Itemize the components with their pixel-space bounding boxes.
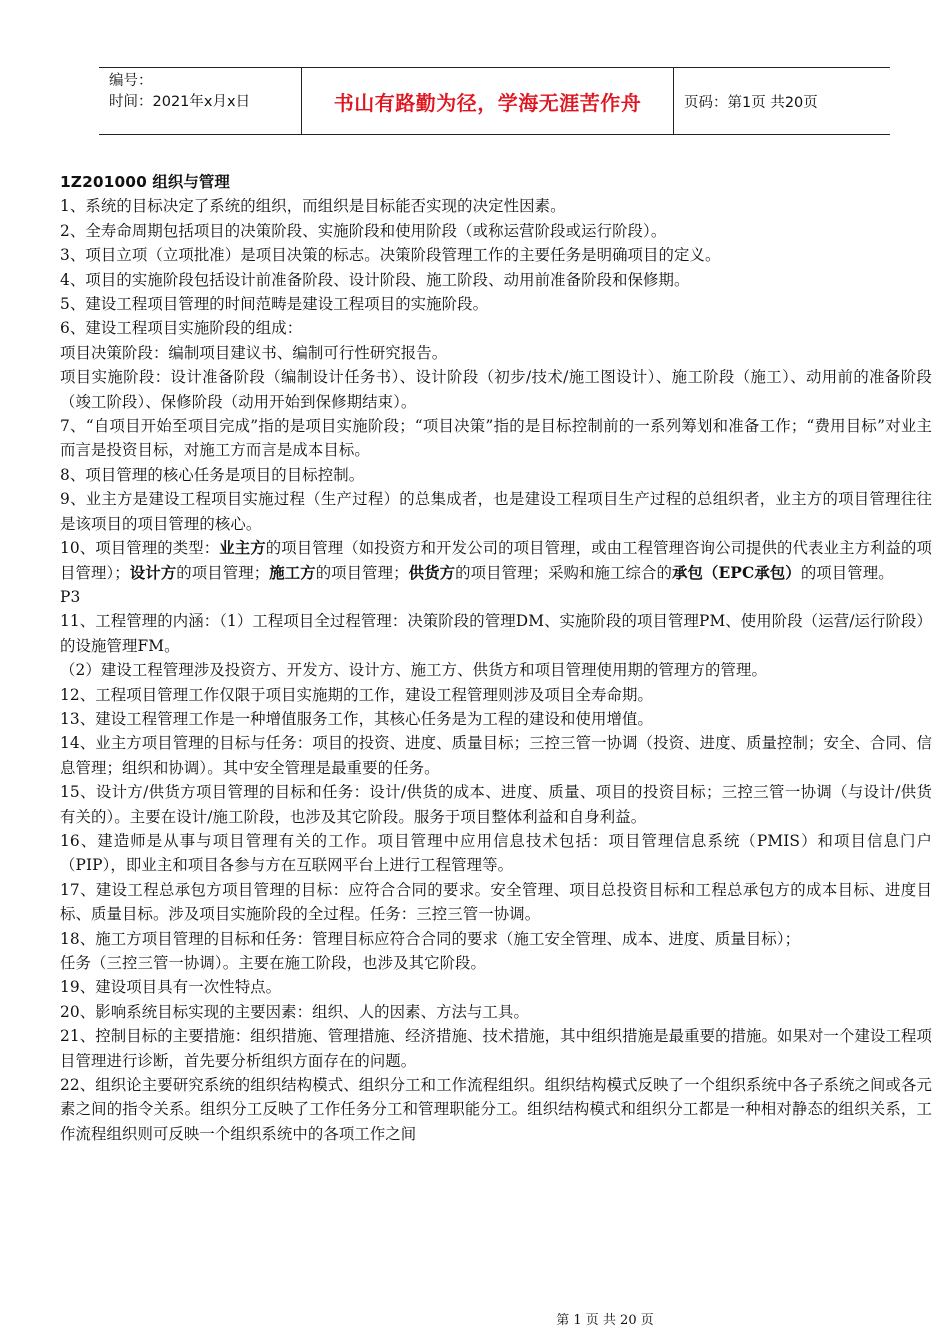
paragraph: 21、控制目标的主要措施：组织措施、管理措施、经济措施、技术措施，其中组织措施是最重要的措施。如果对一个建设工程项目管理进行诊断，首先要分析组织方面存在的问题。: [60, 1027, 932, 1070]
paragraph: 5、建设工程项目管理的时间范畴是建设工程项目的实施阶段。: [60, 295, 489, 314]
text-run: 的项目管理。: [800, 563, 894, 582]
paragraph: 任务（三控三管一协调）。主要在施工阶段，也涉及其它阶段。: [60, 954, 487, 972]
paragraph: 20、影响系统目标实现的主要因素：组织、人的因素、方法与工具。: [60, 1002, 530, 1021]
number-label: 编号：: [109, 73, 153, 89]
paragraph: 9、业主方是建设工程项目实施过程（生产过程）的总集成者，也是建设工程项目生产过程的总组织者，业主方的项目管理往往是该项目的项目管理的核心。: [60, 490, 932, 533]
paragraph-project-types: [60, 536, 932, 585]
text-run: 的项目管理（如投资方和开发公司的项目管理，或由工程管理咨询公司提供的代表业主方利益的项目管理）；: [60, 539, 932, 582]
page-label: 页码：第1页 共20页: [684, 94, 818, 111]
paragraph: 11、工程管理的内涵：（1）工程项目全过程管理：决策阶段的管理DM、实施阶段的项目管理PM、使用阶段（运营/运行阶段）的设施管理FM。: [60, 612, 932, 655]
paragraph: 7、“自项目开始至项目完成”指的是项目实施阶段；“项目决策”指的是目标控制前的一系列筹划和准备工作；“费用目标”对业主而言是投资目标，对施工方而言是成本目标。: [60, 417, 932, 460]
paragraph: 6、建设工程项目实施阶段的组成：: [60, 319, 303, 338]
section-title: 1Z201000 组织与管理: [60, 173, 230, 191]
paragraph: 项目决策阶段：编制项目建议书、编制可行性研究报告。: [60, 343, 448, 362]
paragraph: 17、建设工程总承包方项目管理的目标：应符合合同的要求。安全管理、项目总投资目标和工程总承包方的成本目标、进度目标、质量目标。涉及项目实施阶段的全过程。任务：三控三管一协调。: [60, 880, 932, 924]
paragraph: 1、系统的目标决定了系统的组织，而组织是目标能否实现的决定性因素。: [60, 197, 566, 216]
header-meta: [99, 68, 302, 134]
paragraph: 15、设计方/供货方项目管理的目标和任务：设计/供货的成本、进度、质量、项目的投资目标；三控三管一协调（与设计/供货有关的）。主要在设计/施工阶段，也涉及其它阶段。服务于项目整体利益和自身利益。: [60, 783, 932, 826]
motto: 书山有路勤为径，学海无涯苦作舟: [333, 90, 642, 115]
bold-term: 设计方: [129, 563, 177, 582]
paragraph: 16、建造师是从事与项目管理有关的工作。项目管理中应用信息技术包括：项目管理信息系统（PMIS）和项目信息门户（PIP），即业主和项目各参与方在互联网平台上进行工程管理等。: [60, 831, 932, 875]
text-run: 的项目管理；: [315, 563, 409, 582]
page-ref: P3: [60, 587, 81, 606]
bold-term: 供货方: [408, 563, 456, 582]
bold-term: 承包（EPC承包）: [672, 563, 801, 582]
paragraph: 2、全寿命周期包括项目的决策阶段、实施阶段和使用阶段（或称运营阶段或运行阶段）。: [60, 221, 667, 240]
text-run: 的项目管理；: [176, 563, 270, 582]
text-run: 10、项目管理的类型：: [60, 539, 220, 558]
paragraph: 8、项目管理的核心任务是项目的目标控制。: [60, 465, 365, 484]
paragraph: 3、项目立项（立项批准）是项目决策的标志。决策阶段管理工作的主要任务是明确项目的定义。: [60, 246, 721, 265]
bold-term: 施工方: [269, 563, 316, 582]
paragraph: 18、施工方项目管理的目标和任务：管理目标应符合合同的要求（施工安全管理、成本、进度、质量目标）；: [60, 929, 801, 948]
paragraph: （2）建设工程管理涉及投资方、开发方、设计方、施工方、供货方和项目管理使用期的管理方的管理。: [60, 661, 767, 680]
time-label: 时间：2021年x月x日: [109, 94, 251, 110]
page-footer: [0, 1309, 950, 1328]
header-motto-cell: [302, 68, 674, 134]
paragraph: 22、组织论主要研究系统的组织结构模式、组织分工和工作流程组织。组织结构模式反映了一个组织系统中各子系统之间或各元素之间的指令关系。组织分工反映了工作任务分工和管理职能分工。组织结构模式和组织分工都是一种相对静态的组织关系，工作流程组织则可反映一个组织系统中的各项工作之间: [60, 1076, 932, 1143]
paragraph: 13、建设工程管理工作是一种增值服务工作，其核心任务是为工程的建设和使用增值。: [60, 709, 653, 728]
bold-term: 业主方: [219, 539, 266, 558]
document-body: [60, 170, 932, 1146]
page-header: [99, 67, 890, 135]
text-run: 的项目管理；采购和施工综合的: [455, 563, 672, 582]
paragraph: 12、工程项目管理工作仅限于项目实施期的工作，建设工程管理则涉及项目全寿命期。: [60, 685, 653, 704]
paragraph: 14、业主方项目管理的目标与任务：项目的投资、进度、质量目标；三控三管一协调（投资、进度、质量控制；安全、合同、信息管理；组织和协调）。其中安全管理是最重要的任务。: [60, 734, 932, 777]
paragraph: 19、建设项目具有一次性特点。: [60, 978, 282, 997]
paragraph: 项目实施阶段：设计准备阶段（编制设计任务书）、设计阶段（初步/技术/施工图设计）、施工阶段（施工）、动用前的准备阶段（竣工阶段）、保修阶段（动用开始到保修期结束）。: [60, 368, 932, 411]
header-page-cell: [674, 68, 890, 134]
paragraph: 4、项目的实施阶段包括设计前准备阶段、设计阶段、施工阶段、动用前准备阶段和保修期。: [60, 270, 690, 289]
footer-page-number: 第 1 页 共 20 页: [556, 1313, 654, 1328]
